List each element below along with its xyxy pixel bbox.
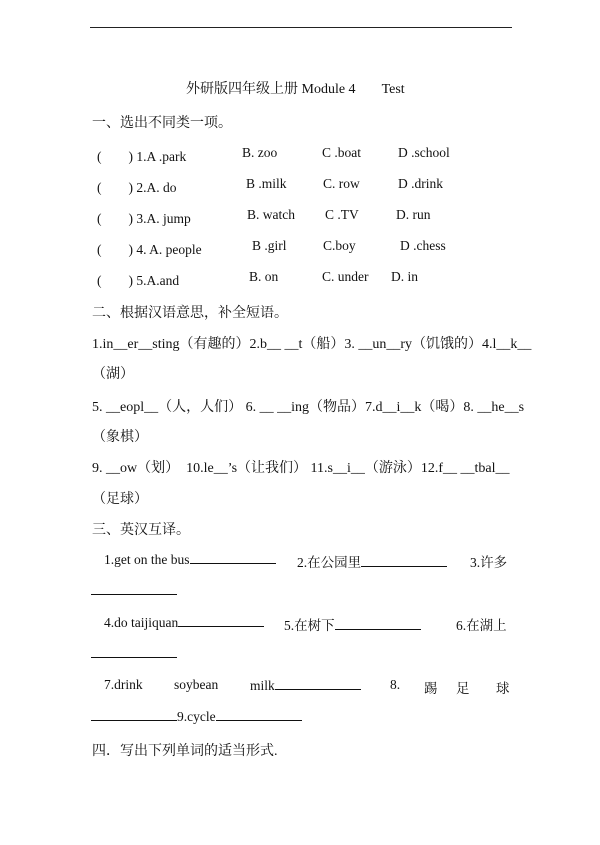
section1-heading: 一、选出不同类一项。 bbox=[92, 116, 232, 131]
question-number: ( ) 5.A.and bbox=[97, 273, 180, 288]
answer-blank-continued[interactable] bbox=[91, 645, 177, 659]
option-b: B .girl bbox=[252, 238, 287, 253]
question-number: ( ) 4. A. people bbox=[97, 242, 202, 257]
translation-row bbox=[91, 708, 351, 728]
translation-row bbox=[104, 551, 516, 571]
answer-blank[interactable] bbox=[216, 708, 302, 721]
option-b: B .milk bbox=[246, 176, 287, 191]
translation-item: 8. bbox=[390, 677, 401, 692]
option-d: D. in bbox=[391, 269, 418, 284]
translation-item: 7.drink bbox=[104, 677, 143, 692]
translation-item: 9.cycle bbox=[91, 708, 302, 725]
header-rule bbox=[90, 27, 512, 28]
section2-heading: 二、根据汉语意思，补全短语。 bbox=[92, 306, 288, 321]
fill-line: （足球） bbox=[92, 492, 148, 507]
translation-item: 2.在公园里 bbox=[297, 551, 447, 571]
section4-heading: 四．写出下列单词的适当形式. bbox=[92, 744, 278, 759]
fill-line: （湖） bbox=[92, 367, 134, 382]
option-b: B. zoo bbox=[242, 145, 278, 160]
fill-line: 5. __eopl__（人，人们） 6. __ __ing（物品）7.d__i__k（喝）8. __he__s bbox=[92, 400, 525, 415]
option-d: D .drink bbox=[398, 176, 443, 191]
title-text: 外研版四年级上册 Module 4 bbox=[186, 82, 356, 97]
translation-item: milk bbox=[250, 677, 361, 694]
option-c: C .TV bbox=[325, 207, 359, 222]
answer-blank[interactable] bbox=[190, 551, 276, 564]
section3-heading: 三、英汉互译。 bbox=[92, 523, 190, 538]
translation-item: 足 bbox=[456, 681, 470, 696]
option-c: C.boy bbox=[323, 238, 356, 253]
option-c: C. row bbox=[323, 176, 360, 191]
option-b: B. watch bbox=[247, 207, 295, 222]
fill-line: （象棋） bbox=[92, 430, 148, 445]
translation-row bbox=[104, 677, 516, 697]
translation-item: 3.许多 bbox=[470, 555, 508, 570]
fill-line: 1.in__er__sting（有趣的）2.b__ __t（船）3. __un__ry（饥饿的）4.l__k__ bbox=[92, 337, 532, 352]
answer-blank-continued[interactable] bbox=[91, 582, 177, 596]
question-number: ( ) 3.A. jump bbox=[97, 211, 191, 226]
answer-blank[interactable] bbox=[178, 614, 264, 627]
answer-blank[interactable] bbox=[335, 617, 421, 630]
option-b: B. on bbox=[249, 269, 279, 284]
translation-item: 6.在湖上 bbox=[456, 618, 507, 633]
option-d: D .school bbox=[398, 145, 450, 160]
option-d: D. run bbox=[396, 207, 431, 222]
page-title bbox=[186, 78, 405, 98]
question-number: ( ) 1.A .park bbox=[97, 149, 187, 164]
translation-row bbox=[104, 614, 516, 634]
question-number: ( ) 2.A. do bbox=[97, 180, 177, 195]
translation-item: 踢 bbox=[424, 681, 438, 696]
option-c: C .boat bbox=[322, 145, 361, 160]
translation-item: 1.get on the bus bbox=[104, 551, 276, 568]
translation-item: 4.do taijiquan bbox=[104, 614, 264, 631]
title-test: Test bbox=[381, 82, 405, 97]
option-d: D .chess bbox=[400, 238, 446, 253]
translation-item: soybean bbox=[174, 677, 219, 692]
answer-blank[interactable] bbox=[91, 708, 177, 721]
option-c: C. under bbox=[322, 269, 369, 284]
translation-item: 球 bbox=[496, 681, 510, 696]
fill-line: 9. __ow（划） 10.le__’s（让我们） 11.s__i__（游泳）12.f__ __tbal__ bbox=[92, 461, 510, 476]
translation-item: 5.在树下 bbox=[284, 614, 421, 634]
answer-blank[interactable] bbox=[275, 677, 361, 690]
answer-blank[interactable] bbox=[361, 554, 447, 567]
